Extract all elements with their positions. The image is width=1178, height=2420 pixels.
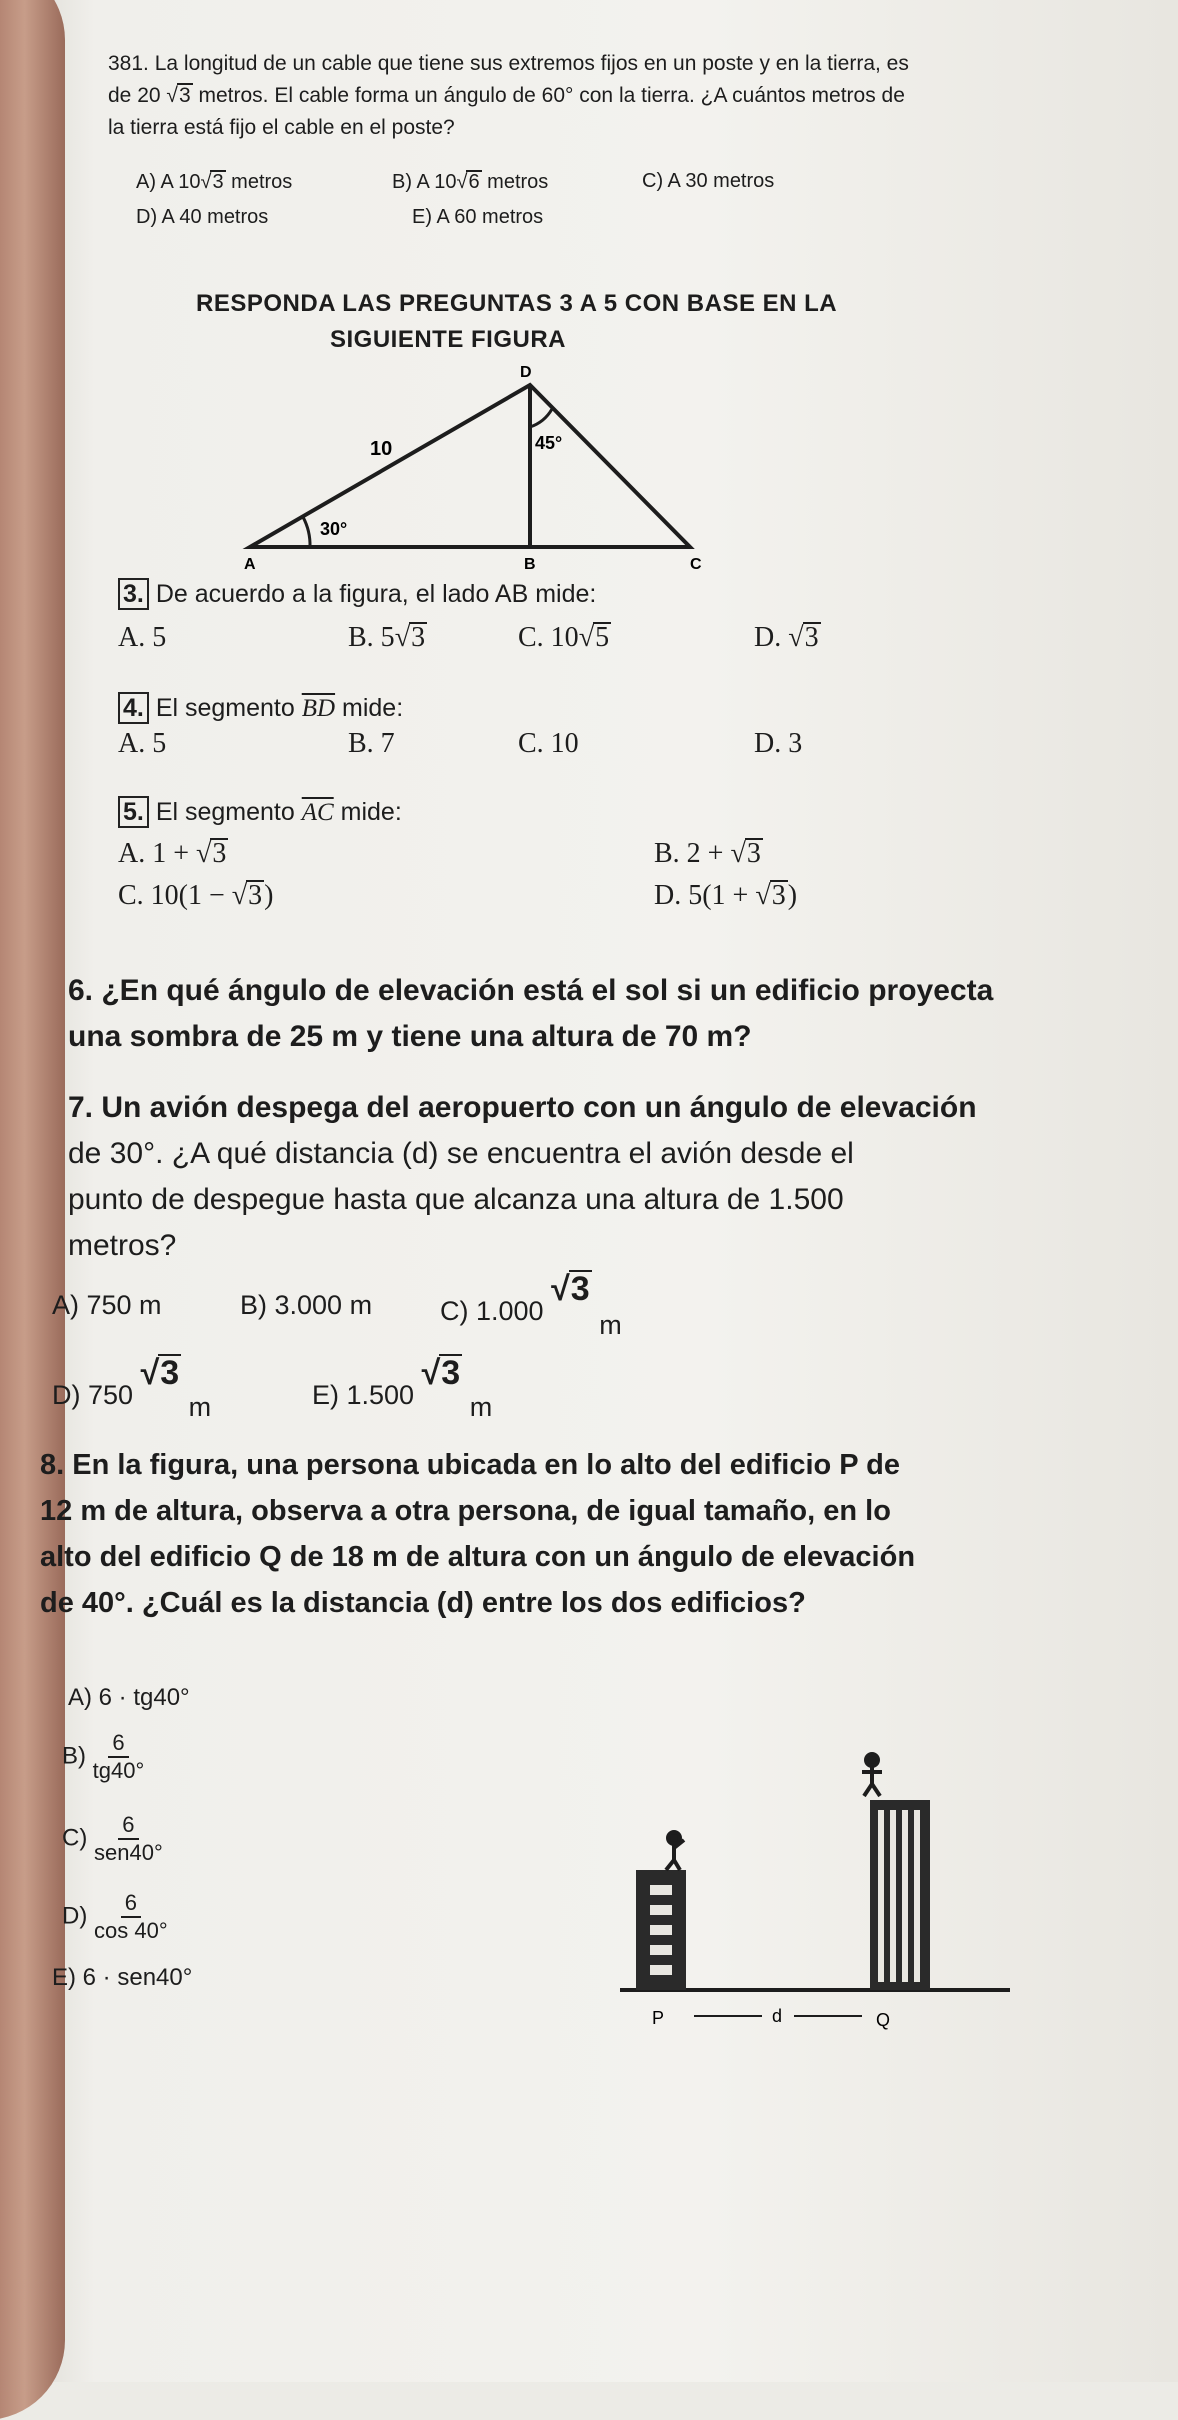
q5-option-a <box>118 838 228 870</box>
q7-line3: punto de despegue hasta que alcanza una altura de 1.500 <box>68 1183 844 1216</box>
q7-option-c-post: m <box>599 1310 622 1340</box>
q8-option-e: E) 6 · sen40° <box>52 1964 193 1991</box>
q8-option-c <box>62 1812 163 1866</box>
q5-option-d <box>654 880 797 912</box>
q8-option-d <box>62 1890 168 1944</box>
q8-option-c-fraction <box>94 1812 163 1866</box>
q8-option-c-numerator: 6 <box>118 1812 138 1840</box>
label-distance-d: d <box>772 2006 783 2026</box>
q3-option-d-radical: √3 <box>788 622 819 653</box>
triangle-adc <box>250 385 690 547</box>
q8-option-d-numerator: 6 <box>121 1890 141 1918</box>
q4-stem <box>118 694 403 723</box>
q7-option-e <box>312 1354 493 1422</box>
q381-option-a-post: metros <box>231 171 293 193</box>
q3-option-d <box>754 622 821 654</box>
q7-option-e-pre: E) 1.500 <box>312 1380 415 1410</box>
q8-option-a: A) 6 · tg40° <box>68 1684 190 1711</box>
label-c: C <box>690 556 702 573</box>
q4-option-a: A. 5 <box>118 728 167 759</box>
triangle-figure <box>230 355 710 575</box>
q5-segment: $\overline{AC}$ <box>301 799 334 826</box>
label-angle-45: 45° <box>535 433 563 453</box>
q5-option-d-post: ) <box>787 880 798 911</box>
q5-option-c-post: ) <box>264 880 274 911</box>
q4-segment: $\overline{BD}$ <box>301 695 336 722</box>
q8-option-d-label: D) <box>62 1902 88 1930</box>
q381-line2-pre: de 20 <box>108 84 161 107</box>
label-d: D <box>520 364 532 381</box>
angle-45-arc <box>530 409 552 427</box>
buildings-figure <box>600 1740 1020 2040</box>
q7-option-c <box>440 1270 622 1340</box>
q4-number: 4. <box>118 692 149 724</box>
q3-option-d-pre: D. <box>754 622 782 653</box>
q3-number: 3. <box>118 578 149 610</box>
q6-line2: una sombra de 25 m y tiene una altura de 70 m? <box>68 1020 752 1053</box>
q3-option-b-radical: √3 <box>394 622 426 653</box>
q7-option-a: A) 750 m <box>52 1290 162 1320</box>
q5-option-b-radical: √3 <box>730 838 761 869</box>
q7-option-c-radical: √3 <box>551 1270 590 1308</box>
q8-option-b <box>62 1730 144 1784</box>
q4-option-c: C. 10 <box>518 728 579 759</box>
q7-option-d <box>52 1354 212 1422</box>
q3-stem <box>118 580 596 609</box>
q381-option-a <box>136 170 292 194</box>
q6-line1: 6. ¿En qué ángulo de elevación está el sol si un edificio proyecta <box>68 974 994 1007</box>
q8-option-d-fraction <box>94 1890 168 1944</box>
q7-option-d-radical: √3 <box>140 1354 180 1392</box>
q381-option-c: C) A 30 metros <box>642 170 775 192</box>
q3-option-b-radicand: 3 <box>411 622 426 653</box>
q7-option-d-post: m <box>188 1392 212 1422</box>
q381-option-a-radical: √3 <box>200 171 224 193</box>
q8-line3: alto del edificio Q de 18 m de altura con un ángulo de elevación <box>40 1541 916 1573</box>
q5-stem <box>118 798 402 827</box>
q7-option-d-radicand: 3 <box>160 1354 180 1392</box>
q381-option-d: D) A 40 metros <box>136 206 269 228</box>
q7-option-c-radicand: 3 <box>570 1270 590 1308</box>
q3-option-c-pre: C. 10 <box>518 622 579 653</box>
q7-option-e-radical: √3 <box>421 1354 461 1392</box>
q3-text: De acuerdo a la figura, el lado AB mide: <box>155 580 597 608</box>
q4-option-b: B. 7 <box>348 728 395 759</box>
q5-option-a-pre: A. 1 + <box>118 838 190 869</box>
q7-option-d-pre: D) 750 <box>52 1380 134 1410</box>
q5-option-b <box>654 838 763 870</box>
q5-option-b-pre: B. 2 + <box>654 838 724 869</box>
label-angle-30: 30° <box>320 519 348 539</box>
label-q: Q <box>876 2010 891 2030</box>
q381-radical: √3 <box>166 84 191 107</box>
q381-line2-post: metros. El cable forma un ángulo de 60° con la tierra. ¿A cuántos metros de <box>198 84 905 107</box>
q5-option-d-radical: √3 <box>755 880 786 911</box>
q3-option-b <box>348 622 427 654</box>
q381-option-b-radical: √6 <box>456 171 480 193</box>
q381-option-a-pre: A) A 10 <box>136 171 201 193</box>
q7-option-c-pre: C) 1.000 <box>440 1296 544 1326</box>
person-on-q <box>862 1754 882 1796</box>
q5-option-d-radicand: 3 <box>771 880 786 911</box>
q8-option-b-denominator: tg40° <box>92 1758 145 1783</box>
section-heading-line2: SIGUIENTE FIGURA <box>330 326 567 353</box>
angle-30-arc <box>303 517 310 547</box>
q8-option-c-label: C) <box>62 1824 88 1852</box>
q7-line1: 7. Un avión despega del aeropuerto con un ángulo de elevación <box>68 1091 977 1124</box>
finger <box>0 0 65 2420</box>
q7-line4: metros? <box>68 1229 177 1262</box>
q8-option-d-denominator: cos 40° <box>94 1918 168 1943</box>
q7-option-b: B) 3.000 m <box>240 1290 373 1320</box>
q3-option-c-radicand: 5 <box>595 622 610 653</box>
q5-post: mide: <box>340 798 402 826</box>
q8-line2: 12 m de altura, observa a otra persona, de igual tamaño, en lo <box>40 1495 891 1527</box>
q381-line1: 381. La longitud de un cable que tiene sus extremos fijos en un poste y en la tierra, es <box>108 52 909 75</box>
section-heading-line1: RESPONDA LAS PREGUNTAS 3 A 5 CON BASE EN LA <box>196 290 838 317</box>
q8-option-b-numerator: 6 <box>108 1730 128 1758</box>
q381-line3: la tierra está fijo el cable en el poste? <box>108 116 455 139</box>
q8-option-b-label: B) <box>62 1742 86 1770</box>
q3-option-d-radicand: 3 <box>804 622 819 653</box>
person-on-p <box>666 1832 684 1870</box>
q381-option-b-pre: B) A 10 <box>392 171 457 193</box>
q5-option-b-radicand: 3 <box>746 838 761 869</box>
q381-radicand: 3 <box>178 84 191 107</box>
q5-option-c-radicand: 3 <box>248 880 263 911</box>
q3-option-c <box>518 622 611 654</box>
q381-option-e: E) A 60 metros <box>412 206 544 228</box>
q381-option-b-radicand: 6 <box>468 171 480 193</box>
q5-option-c <box>118 880 274 912</box>
q8-line1: 8. En la figura, una persona ubicada en lo alto del edificio P de <box>40 1449 900 1481</box>
label-b: B <box>524 556 536 573</box>
q8-option-c-denominator: sen40° <box>94 1840 163 1865</box>
q5-option-a-radicand: 3 <box>212 838 227 869</box>
q5-number: 5. <box>118 796 149 828</box>
q7-option-e-post: m <box>469 1392 493 1422</box>
q381-option-a-radicand: 3 <box>212 171 224 193</box>
q5-option-c-radical: √3 <box>231 880 263 911</box>
q381-option-b <box>392 170 548 194</box>
q381-option-b-post: metros <box>487 171 549 193</box>
q381-line2 <box>108 80 905 112</box>
q7-line2: de 30°. ¿A qué distancia (d) se encuentra el avión desde el <box>68 1137 854 1170</box>
q8-line4: de 40°. ¿Cuál es la distancia (d) entre los dos edificios? <box>40 1587 806 1619</box>
label-a: A <box>244 556 256 573</box>
q4-post: mide: <box>342 694 404 722</box>
q4-pre: El segmento <box>155 694 295 722</box>
q5-option-d-pre: D. 5(1 + <box>654 880 749 911</box>
q7-option-e-radicand: 3 <box>441 1354 461 1392</box>
q3-option-c-radical: √5 <box>578 622 610 653</box>
q3-option-a: A. 5 <box>118 622 167 653</box>
q4-option-d: D. 3 <box>754 728 803 759</box>
label-p: P <box>652 2008 665 2028</box>
label-side-10: 10 <box>370 438 393 460</box>
q3-option-b-pre: B. 5 <box>348 622 395 653</box>
q5-pre: El segmento <box>155 798 295 826</box>
q5-option-a-radical: √3 <box>196 838 227 869</box>
q8-option-b-fraction <box>93 1730 145 1784</box>
q5-option-c-pre: C. 10(1 − <box>118 880 225 911</box>
